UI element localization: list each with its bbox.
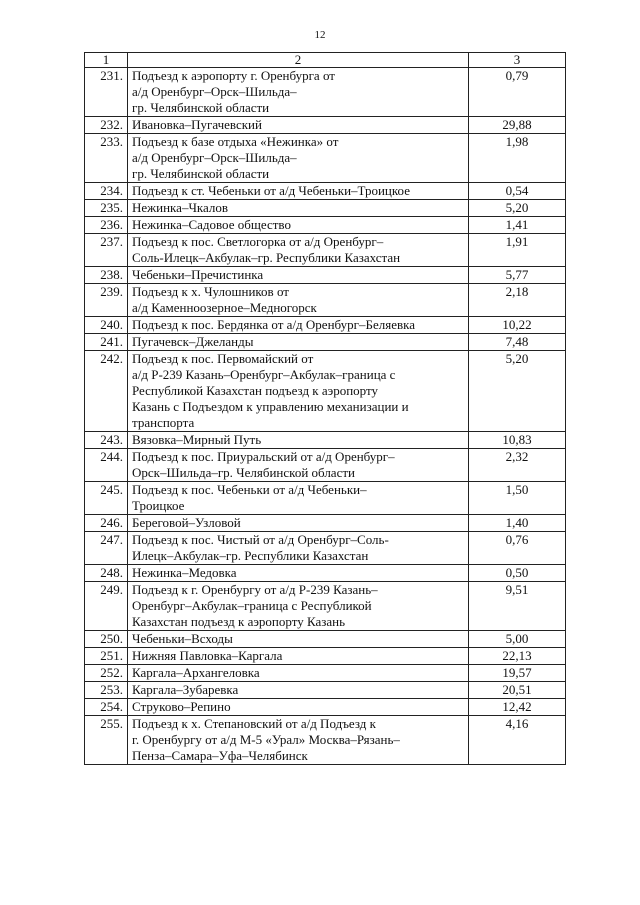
road-name: Нежинка–Чкалов: [128, 200, 469, 217]
row-number: 233.: [85, 134, 128, 183]
row-number: 240.: [85, 317, 128, 334]
road-name: Береговой–Узловой: [128, 515, 469, 532]
road-name: Вязовка–Мирный Путь: [128, 432, 469, 449]
row-number: 251.: [85, 648, 128, 665]
table-row: [85, 482, 566, 515]
row-number: 235.: [85, 200, 128, 217]
row-number: 241.: [85, 334, 128, 351]
road-length: 12,42: [469, 699, 566, 716]
road-name: Каргала–Зубаревка: [128, 682, 469, 699]
road-name: Подъезд к пос. Бердянка от а/д Оренбург–Беляевка: [128, 317, 469, 334]
table-row: [85, 631, 566, 648]
road-length: 1,40: [469, 515, 566, 532]
row-number: 231.: [85, 68, 128, 117]
table-row: [85, 284, 566, 317]
road-length: 1,98: [469, 134, 566, 183]
road-length: 1,41: [469, 217, 566, 234]
table-row: [85, 449, 566, 482]
road-length: 5,77: [469, 267, 566, 284]
road-name: Подъезд к х. Степановский от а/д Подъезд к г. Оренбургу от а/д М-5 «Урал» Москва–Рязань– Пенза–Самара–Уфа–Челябинск: [128, 716, 469, 765]
row-number: 252.: [85, 665, 128, 682]
table-row: [85, 648, 566, 665]
road-name: Нижняя Павловка–Каргала: [128, 648, 469, 665]
table-header-row: [85, 53, 566, 68]
road-length: 4,16: [469, 716, 566, 765]
table-row: [85, 351, 566, 432]
road-length: 2,18: [469, 284, 566, 317]
table-row: [85, 183, 566, 200]
road-length: 1,50: [469, 482, 566, 515]
column-header-number: 1: [85, 53, 128, 68]
table-row: [85, 682, 566, 699]
road-name: Чебеньки–Пречистинка: [128, 267, 469, 284]
road-name: Подъезд к базе отдыха «Нежинка» от а/д Оренбург–Орск–Шильда– гр. Челябинской области: [128, 134, 469, 183]
row-number: 238.: [85, 267, 128, 284]
road-name: Подъезд к пос. Первомайский от а/д Р-239 Казань–Оренбург–Акбулак–граница с Республикой Казахстан подъезд к аэропорту Казань с Подъездом к управлению механизации и транспорта: [128, 351, 469, 432]
row-number: 243.: [85, 432, 128, 449]
road-length: 5,20: [469, 351, 566, 432]
table-row: [85, 432, 566, 449]
road-name: Чебеньки–Всходы: [128, 631, 469, 648]
road-length: 0,50: [469, 565, 566, 582]
row-number: 255.: [85, 716, 128, 765]
road-name: Ивановка–Пугачевский: [128, 117, 469, 134]
row-number: 248.: [85, 565, 128, 582]
row-number: 250.: [85, 631, 128, 648]
row-number: 234.: [85, 183, 128, 200]
row-number: 245.: [85, 482, 128, 515]
road-name: Подъезд к г. Оренбургу от а/д Р-239 Казань– Оренбург–Акбулак–граница с Республикой Казахстан подъезд к аэропорту Казань: [128, 582, 469, 631]
row-number: 232.: [85, 117, 128, 134]
row-number: 244.: [85, 449, 128, 482]
table-row: [85, 267, 566, 284]
road-length: 10,83: [469, 432, 566, 449]
table-row: [85, 134, 566, 183]
road-name: Нежинка–Медовка: [128, 565, 469, 582]
row-number: 247.: [85, 532, 128, 565]
road-length: 0,76: [469, 532, 566, 565]
row-number: 239.: [85, 284, 128, 317]
table-row: [85, 234, 566, 267]
road-length: 5,00: [469, 631, 566, 648]
road-length: 19,57: [469, 665, 566, 682]
road-name: Нежинка–Садовое общество: [128, 217, 469, 234]
row-number: 253.: [85, 682, 128, 699]
table-row: [85, 532, 566, 565]
road-name: Пугачевск–Джеланды: [128, 334, 469, 351]
row-number: 246.: [85, 515, 128, 532]
road-length: 9,51: [469, 582, 566, 631]
road-name: Подъезд к пос. Чистый от а/д Оренбург–Соль- Илецк–Акбулак–гр. Республики Казахстан: [128, 532, 469, 565]
table-row: [85, 699, 566, 716]
road-length: 29,88: [469, 117, 566, 134]
row-number: 237.: [85, 234, 128, 267]
road-length: 1,91: [469, 234, 566, 267]
column-header-name: 2: [128, 53, 469, 68]
table-row: [85, 515, 566, 532]
roads-table: [84, 52, 566, 765]
table-row: [85, 200, 566, 217]
table-row: [85, 565, 566, 582]
table-row: [85, 117, 566, 134]
table-row: [85, 217, 566, 234]
road-name: Подъезд к ст. Чебеньки от а/д Чебеньки–Троицкое: [128, 183, 469, 200]
row-number: 242.: [85, 351, 128, 432]
road-name: Подъезд к х. Чулошников от а/д Каменноозерное–Медногорск: [128, 284, 469, 317]
road-length: 5,20: [469, 200, 566, 217]
road-length: 10,22: [469, 317, 566, 334]
road-name: Струково–Репино: [128, 699, 469, 716]
road-length: 2,32: [469, 449, 566, 482]
road-name: Подъезд к пос. Приуральский от а/д Оренбург– Орск–Шильда–гр. Челябинской области: [128, 449, 469, 482]
page-number: 12: [314, 29, 326, 41]
road-name: Каргала–Архангеловка: [128, 665, 469, 682]
row-number: 236.: [85, 217, 128, 234]
table-row: [85, 317, 566, 334]
table-row: [85, 582, 566, 631]
road-length: 20,51: [469, 682, 566, 699]
table-row: [85, 716, 566, 765]
table-row: [85, 334, 566, 351]
table-row: [85, 665, 566, 682]
road-length: 22,13: [469, 648, 566, 665]
road-name: Подъезд к пос. Светлогорка от а/д Оренбург– Соль-Илецк–Акбулак–гр. Республики Казахстан: [128, 234, 469, 267]
road-name: Подъезд к пос. Чебеньки от а/д Чебеньки– Троицкое: [128, 482, 469, 515]
road-length: 7,48: [469, 334, 566, 351]
road-name: Подъезд к аэропорту г. Оренбурга от а/д Оренбург–Орск–Шильда– гр. Челябинской области: [128, 68, 469, 117]
row-number: 254.: [85, 699, 128, 716]
road-length: 0,54: [469, 183, 566, 200]
column-header-length: 3: [469, 53, 566, 68]
row-number: 249.: [85, 582, 128, 631]
road-length: 0,79: [469, 68, 566, 117]
table-row: [85, 68, 566, 117]
